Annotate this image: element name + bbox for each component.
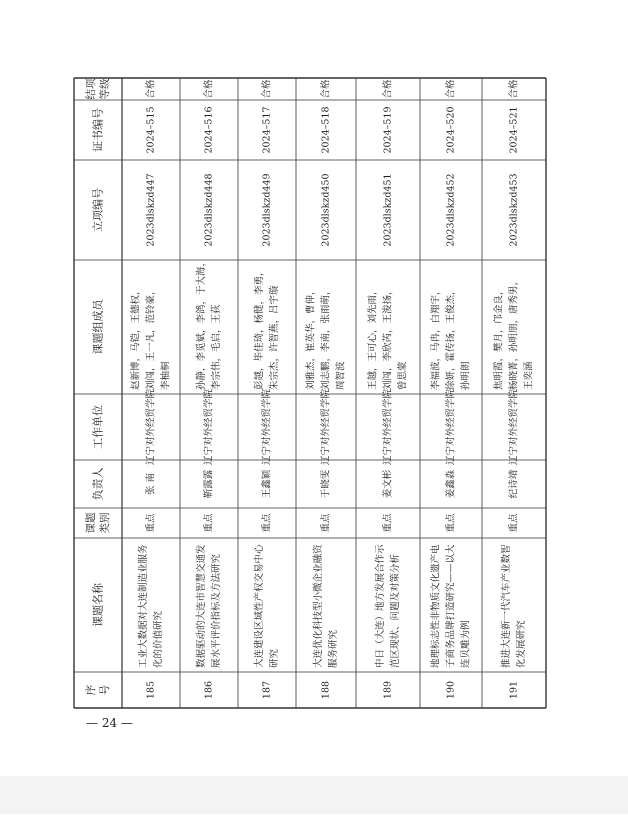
- row-191-grade: 合格: [508, 79, 520, 99]
- row-189-members-line-0: 王越，王可心，刘先雨，: [367, 285, 379, 390]
- row-191-seq: 191: [508, 680, 520, 700]
- row-187-members-line-1: 朱宗杰，许智燕，吕宇璇: [269, 285, 280, 390]
- row-186-type: 重点: [203, 513, 215, 533]
- row-185-members-line-0: 赵新博，马铠，王德权，: [130, 285, 142, 390]
- row-187-cert_no: 2024–517: [261, 106, 273, 154]
- header-grade-line-0: 结项: [85, 78, 97, 100]
- row-187-seq: 187: [261, 680, 273, 700]
- row-187-leader: 王鑫颖: [261, 469, 273, 499]
- row-190-project_no: 2023dlskzd452: [445, 173, 457, 247]
- row-188-members-line-0: 刘雅杰，崔英华，曹伸，: [305, 285, 317, 390]
- row-187-unit: 辽宁对外经贸学院: [261, 388, 273, 466]
- row-186-members-line-0: 孙静，李觅斌，李鸽，于大海，: [196, 256, 207, 390]
- header-seq-line-0: 序: [85, 684, 97, 696]
- row-189-name-line-1: 范区现状、问题及对策分析: [390, 553, 401, 668]
- row-190-members-line-2: 孙明朗: [460, 361, 472, 390]
- header-project_no: 立项编号: [91, 188, 105, 232]
- row-190-leader: 姜鑫淼: [445, 469, 457, 499]
- row-187-members-line-0: 彭越，毕佳琦，杨健，李勇，: [254, 266, 265, 390]
- row-191-type: 重点: [508, 513, 520, 533]
- row-185-name-line-1: 化的价值研究: [153, 610, 164, 668]
- header-unit: 工作单位: [91, 405, 105, 449]
- row-188-leader: 于晓雯: [320, 469, 332, 499]
- row-188-unit: 辽宁对外经贸学院: [320, 388, 332, 466]
- row-188-name-line-1: 服务研究: [328, 629, 339, 668]
- row-187-project_no: 2023dlskzd449: [261, 173, 273, 247]
- row-185-members-line-1: 刘闯，王一凡，范铃豪，: [145, 285, 157, 390]
- row-185-type: 重点: [145, 513, 157, 533]
- row-188-cert_no: 2024–518: [320, 106, 332, 154]
- row-189-project_no: 2023dlskzd451: [382, 173, 394, 247]
- header-members: 课题组成员: [91, 299, 105, 355]
- row-187-grade: 合格: [261, 79, 273, 99]
- row-185-unit: 辽宁对外经贸学院: [145, 388, 157, 466]
- row-186-members-line-1: 李宗伟，毛启，王荻: [211, 304, 222, 390]
- row-187-type: 重点: [261, 513, 273, 533]
- row-189-leader: 姜文彬: [382, 469, 394, 499]
- row-190-members-line-0: 李福波，马冉，白翔宇，: [430, 285, 442, 390]
- row-186-name-line-0: 数据驱动的大连市智慧交通发: [196, 544, 207, 668]
- row-190-type: 重点: [445, 513, 457, 533]
- row-190-grade: 合格: [445, 79, 457, 99]
- row-190-name-line-0: 地理标志性非物质文化遗产电: [430, 544, 442, 668]
- row-189-unit: 辽宁对外经贸学院: [382, 388, 394, 466]
- header-cert_no: 证书编号: [91, 108, 105, 152]
- row-191-members-line-1: 杨晓菁，孙明朋，唐秀男，: [508, 275, 520, 390]
- row-185-project_no: 2023dlskzd447: [145, 173, 157, 247]
- row-191-name-line-0: 推进大连新一代汽车产业数智: [501, 544, 512, 668]
- row-188-name-line-0: 大连优化科技型小微企业融资: [313, 544, 324, 668]
- header-type-line-1: 类别: [99, 512, 111, 534]
- row-188-seq: 188: [320, 680, 332, 700]
- row-186-unit: 辽宁对外经贸学院: [203, 388, 215, 466]
- row-186-name-line-1: 展水平评价指标及方法研究: [211, 553, 222, 668]
- page-bottom-margin: [0, 776, 628, 814]
- row-186-seq: 186: [203, 680, 215, 700]
- row-185-name-line-0: 工业大数据对大连制造业服务: [138, 544, 149, 668]
- row-189-members-line-2: 曾思蒙: [397, 361, 409, 390]
- row-191-cert_no: 2024–521: [508, 106, 520, 154]
- header-grade-line-1: 等级: [99, 78, 111, 100]
- row-189-type: 重点: [382, 513, 394, 533]
- header-leader: 负责人: [91, 467, 105, 501]
- row-188-grade: 合格: [320, 79, 332, 99]
- row-191-unit: 辽宁对外经贸学院: [508, 388, 520, 466]
- row-188-type: 重点: [320, 513, 332, 533]
- row-186-cert_no: 2024–516: [203, 106, 215, 154]
- row-185-grade: 合格: [145, 79, 157, 99]
- row-187-name-line-1: 研究: [269, 648, 280, 668]
- header-name: 课题名称: [91, 583, 105, 627]
- row-185-seq: 185: [145, 680, 157, 700]
- page-number: — 24 —: [86, 716, 133, 730]
- row-191-leader: 纪诗靖: [508, 469, 520, 499]
- row-191-project_no: 2023dlskzd453: [508, 173, 520, 247]
- row-187-name-line-0: 大连建设区域性产权交易中心: [254, 544, 265, 668]
- row-189-members-line-1: 刘闯，李欣芮，王浚扬，: [382, 285, 394, 390]
- row-188-members-line-1: 刘志鹏，李南，张雨萌，: [320, 285, 332, 390]
- row-191-members-line-0: 焦明霞，樊月，邝金良，: [493, 285, 505, 390]
- row-190-unit: 辽宁对外经贸学院: [445, 388, 457, 466]
- row-189-cert_no: 2024–519: [382, 106, 394, 154]
- row-189-name-line-0: 中日（大连）地方发展合作示: [375, 544, 386, 668]
- row-185-leader: 张 南: [145, 472, 157, 496]
- row-188-project_no: 2023dlskzd450: [320, 173, 332, 247]
- header-type-line-0: 课题: [85, 512, 97, 534]
- row-186-leader: 靳露露: [203, 469, 215, 499]
- row-190-cert_no: 2024–520: [445, 106, 457, 154]
- row-190-name-line-2: 连贝雕为例: [460, 620, 472, 668]
- row-186-project_no: 2023dlskzd448: [203, 173, 215, 247]
- row-185-cert_no: 2024–515: [145, 106, 157, 154]
- row-188-members-line-2: 周智波: [335, 361, 347, 390]
- row-191-name-line-1: 化发展研究: [516, 620, 527, 668]
- header-seq-line-1: 号: [99, 684, 111, 696]
- row-191-members-line-2: 王奕涵: [523, 361, 535, 390]
- row-190-name-line-1: 子商务品牌打造研究——以大: [445, 544, 457, 668]
- row-186-grade: 合格: [203, 79, 215, 99]
- row-189-seq: 189: [382, 680, 394, 700]
- row-190-seq: 190: [445, 680, 457, 700]
- row-190-members-line-1: 徐妍，霍传扬，王俊杰，: [445, 285, 457, 390]
- row-185-members-line-2: 李柚桐: [160, 361, 172, 390]
- row-189-grade: 合格: [382, 79, 394, 99]
